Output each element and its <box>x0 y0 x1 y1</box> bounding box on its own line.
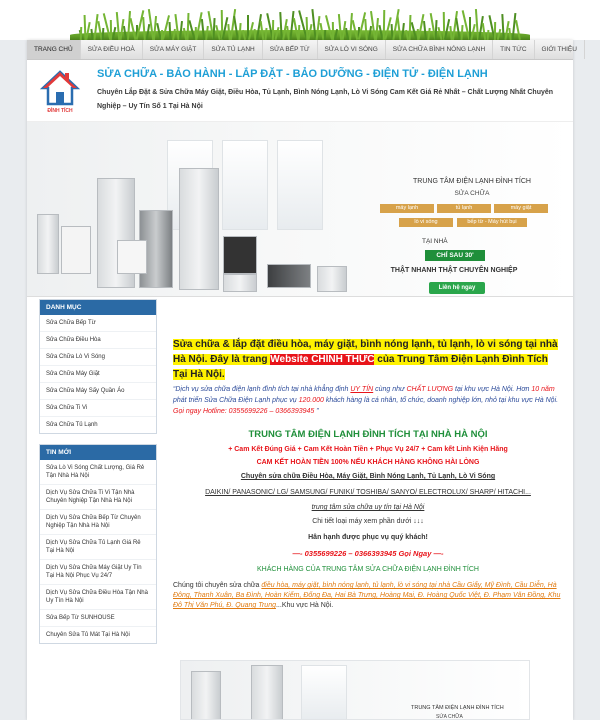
official-website-link[interactable]: Website CHÍNH THỨC <box>270 354 375 365</box>
intro-text: ” <box>314 408 319 415</box>
intro-highlight: UY TÍN <box>350 386 374 393</box>
appliance-image <box>223 274 257 292</box>
nav-item[interactable]: TRANG CHỦ <box>27 40 81 59</box>
detail-text: Chi tiết loại máy xem phần dưới ↓↓↓ <box>312 518 424 525</box>
window-decoration <box>222 140 268 230</box>
service-tag: bếp từ - Máy hút bụi <box>457 218 527 227</box>
news-list <box>40 460 156 643</box>
news-heading: TIN MỚI <box>40 445 156 460</box>
news-item[interactable]: Sửa Bếp Từ SUNHOUSE <box>40 610 156 627</box>
window-decoration <box>301 665 347 720</box>
contact-now-button[interactable]: Liên hệ ngay <box>429 282 485 294</box>
appliance-image <box>117 240 147 274</box>
commitments: + Cam Kết Đúng Giá + Cam Kết Hoàn Tiền + Phục Vụ 24/7 + Cam kết Linh Kiện Hãng <box>228 446 508 453</box>
appliance-image <box>317 266 347 292</box>
intro-highlight: 10 năm <box>531 386 555 393</box>
appliance-image <box>191 671 221 720</box>
specialty-text: Chuyên sửa chữa Điều Hòa, Máy Giặt, Bình Nóng Lạnh, Tủ Lạnh, Lò Vi Sóng <box>240 473 496 480</box>
main-nav <box>27 40 577 60</box>
header-grass-decoration <box>0 0 600 40</box>
house-logo-icon <box>39 68 81 114</box>
nav-item[interactable]: SỬA TỦ LẠNH <box>204 40 262 59</box>
intro-text: tại khu vực Hà Nội. Hơn <box>453 386 532 393</box>
intro-paragraph <box>173 384 563 417</box>
site-subtitle: Chuyên Lắp Đặt & Sửa Chữa Máy Giặt, Điều Hòa, Tủ Lạnh, Bình Nóng Lạnh, Lò Vi Sóng Cam Kết Giá Rẻ Nhất – Chất Lượng Nhất Chuyên Nghiệp – Uy Tín Số 1 Tại Hà Nội <box>97 89 554 110</box>
category-item[interactable]: Sửa Chữa Lò Vi Sóng <box>40 349 156 366</box>
category-heading: DANH MỤC <box>40 300 156 315</box>
appliance-image <box>179 168 219 290</box>
category-item[interactable]: Sửa Chữa Ti Vi <box>40 400 156 417</box>
appliance-image <box>61 226 91 274</box>
grass-blade <box>168 22 171 40</box>
news-item[interactable]: Dịch Vụ Sửa Chữa Máy Giặt Uy Tín Tại Hà Nội Phục Vụ 24/7 <box>40 560 156 585</box>
para-text: Chúng tôi chuyên sửa chữa <box>173 582 262 589</box>
service-tag: lò vi sóng <box>399 218 453 227</box>
nav-item[interactable]: GIỚI THIỆU <box>535 40 585 59</box>
window-decoration <box>277 140 323 230</box>
news-item[interactable]: Dịch Vụ Sửa Chữa Điều Hòa Tận Nhà Uy Tín Hà Nội <box>40 585 156 610</box>
service-tag: máy giặt <box>494 204 548 213</box>
clients-heading: KHÁCH HÀNG CỦA TRUNG TÂM SỬA CHỮA ĐIỆN LẠNH ĐÌNH TÍCH <box>257 566 479 573</box>
banner-title: TRUNG TÂM ĐIỆN LẠNH ĐÌNH TÍCH <box>413 178 531 185</box>
site-header <box>27 60 573 122</box>
banner-subtitle: SỬA CHỮA <box>454 190 490 197</box>
banner-at-home: TẠI NHÀ <box>422 238 448 245</box>
main-content <box>173 337 563 611</box>
brands-text: DAIKIN/ PANASONIC/ LG/ SAMSUNG/ FUNIKI/ TOSHIBA/ SANYO/ ELECTROLUX/ SHARP/ HITACHI... <box>205 489 531 496</box>
news-item[interactable]: Dịch Vụ Sửa Chữa Bếp Từ Chuyên Nghiệp Tận Nhà Hà Nội <box>40 510 156 535</box>
hotline-link[interactable]: Gọi ngay Hotline: 0355699226 – 0366393945 <box>173 408 315 415</box>
banner-slogan: THẬT NHANH THẬT CHUYÊN NGHIỆP <box>390 267 518 274</box>
banner2-title: TRUNG TÂM ĐIỆN LẠNH ĐÌNH TÍCH <box>411 705 504 711</box>
news-item[interactable]: Dịch Vụ Sửa Chữa Ti Vi Tận Nhà Chuyên Nghiệp Tận Nhà Hà Nội <box>40 485 156 510</box>
service-area-link[interactable]: điều hòa, máy giặt, bình nóng lạnh, tủ lạnh, lò vi sóng tại nhà Cầu Giấy, Mỹ Đình, Cầu Diễn, Hà Đông, Thanh Xuân, Ba Đình, Hoàn Kiếm, Đống Đa, Hai Bà Trưng, Hoàng Mai, Đ. Hoàng Quốc Việt, Đ. Phạm Văn Đồng, Khu Đô Thị Văn Phú, Đ. Quang Trung <box>173 582 561 609</box>
logo[interactable] <box>39 68 81 114</box>
category-item[interactable]: Sửa Chữa Bếp Từ <box>40 315 156 332</box>
news-item[interactable]: Sửa Lò Vi Sóng Chất Lượng, Giá Rẻ Tận Nhà Hà Nội <box>40 460 156 485</box>
hero-banner[interactable] <box>27 122 573 297</box>
appliance-image <box>223 236 257 274</box>
lead-paragraph <box>173 337 563 382</box>
category-item[interactable]: Sửa Chữa Máy Sấy Quần Áo <box>40 383 156 400</box>
intro-highlight: 120.000 <box>298 397 324 404</box>
category-item[interactable]: Sửa Chữa Máy Giặt <box>40 366 156 383</box>
news-item[interactable]: Dịch Vụ Sửa Chữa Tủ Lạnh Giá Rẻ Tại Hà Nội <box>40 535 156 560</box>
intro-text: khách hàng là cá nhân, tổ chức, doanh nghiệp lớn, nhỏ tại khu vực Hà Nội. <box>323 397 559 404</box>
phone-numbers[interactable]: —- 0355699226 – 0366393945 Gọi Ngay —- <box>292 549 444 558</box>
welcome-text: Hân hạnh được phục vụ quý khách! <box>308 534 428 541</box>
intro-text: phát triển Sửa Chữa Điện Lạnh phục vụ <box>173 397 299 404</box>
nav-item[interactable]: SỬA MÁY GIẶT <box>143 40 205 59</box>
category-list <box>40 315 156 433</box>
secondary-banner[interactable] <box>180 660 530 720</box>
service-tag: tủ lạnh <box>437 204 491 213</box>
nav-item[interactable]: TIN TỨC <box>493 40 534 59</box>
lead-text-a: Sửa chữa & lắp đặt điều hòa, máy giặt, bình nóng lạnh, tủ lạnh, lò vi sóng tại nhà Hà Nội. Đây là trang <box>173 339 558 365</box>
category-item[interactable]: Sửa Chữa Tủ Lạnh <box>46 422 98 428</box>
site-title: SỬA CHỮA - BẢO HÀNH - LẮP ĐẶT - BẢO DƯỠNG - ĐIỆN TỬ - ĐIỆN LẠNH <box>97 68 488 80</box>
nav-item[interactable]: SỬA LÒ VI SÓNG <box>318 40 386 59</box>
sidebar <box>39 299 157 654</box>
service-area-paragraph <box>173 581 563 611</box>
nav-item[interactable]: SỬA BẾP TỪ <box>263 40 318 59</box>
intro-text: cùng như <box>373 386 407 393</box>
nav-item[interactable]: SỬA CHỮA BÌNH NÓNG LẠNH <box>386 40 493 59</box>
category-item[interactable]: Sửa Chữa Điều Hòa <box>40 332 156 349</box>
trusted-text[interactable]: trung tâm sửa chữa uy tín tại Hà Nội <box>311 504 425 511</box>
appliance-image <box>37 214 59 274</box>
news-box <box>39 444 157 644</box>
para-text: ...Khu vực Hà Nội. <box>275 602 334 609</box>
service-tag: máy lạnh <box>380 204 434 213</box>
refund-guarantee: CAM KẾT HOÀN TIỀN 100% NẾU KHÁCH HÀNG KHÔNG HÀI LÒNG <box>256 459 480 466</box>
appliance-image <box>267 264 311 288</box>
lead-text-b: của Trung Tâm Điện Lạnh Đình Tích Tại Hà Nội. <box>173 354 548 380</box>
news-item[interactable]: Chuyên Sửa Tủ Mát Tại Hà Nội <box>46 632 130 638</box>
category-box <box>39 299 157 434</box>
appliance-image <box>251 665 283 720</box>
banner-time-badge: CHỈ SAU 30' <box>425 250 485 261</box>
center-title: TRUNG TÂM ĐIỆN LẠNH ĐÌNH TÍCH TẠI NHÀ HÀ NỘI <box>248 429 488 440</box>
banner2-subtitle: SỬA CHỮA <box>436 714 463 720</box>
intro-text: “Dịch vụ sửa chữa điện lạnh đình tích tại nhà khẳng định <box>173 386 351 393</box>
nav-item[interactable]: SỬA ĐIỀU HOÀ <box>81 40 143 59</box>
intro-highlight: CHẤT LƯỢNG <box>406 386 454 393</box>
logo-text: ĐÌNH TÍCH <box>47 108 73 114</box>
